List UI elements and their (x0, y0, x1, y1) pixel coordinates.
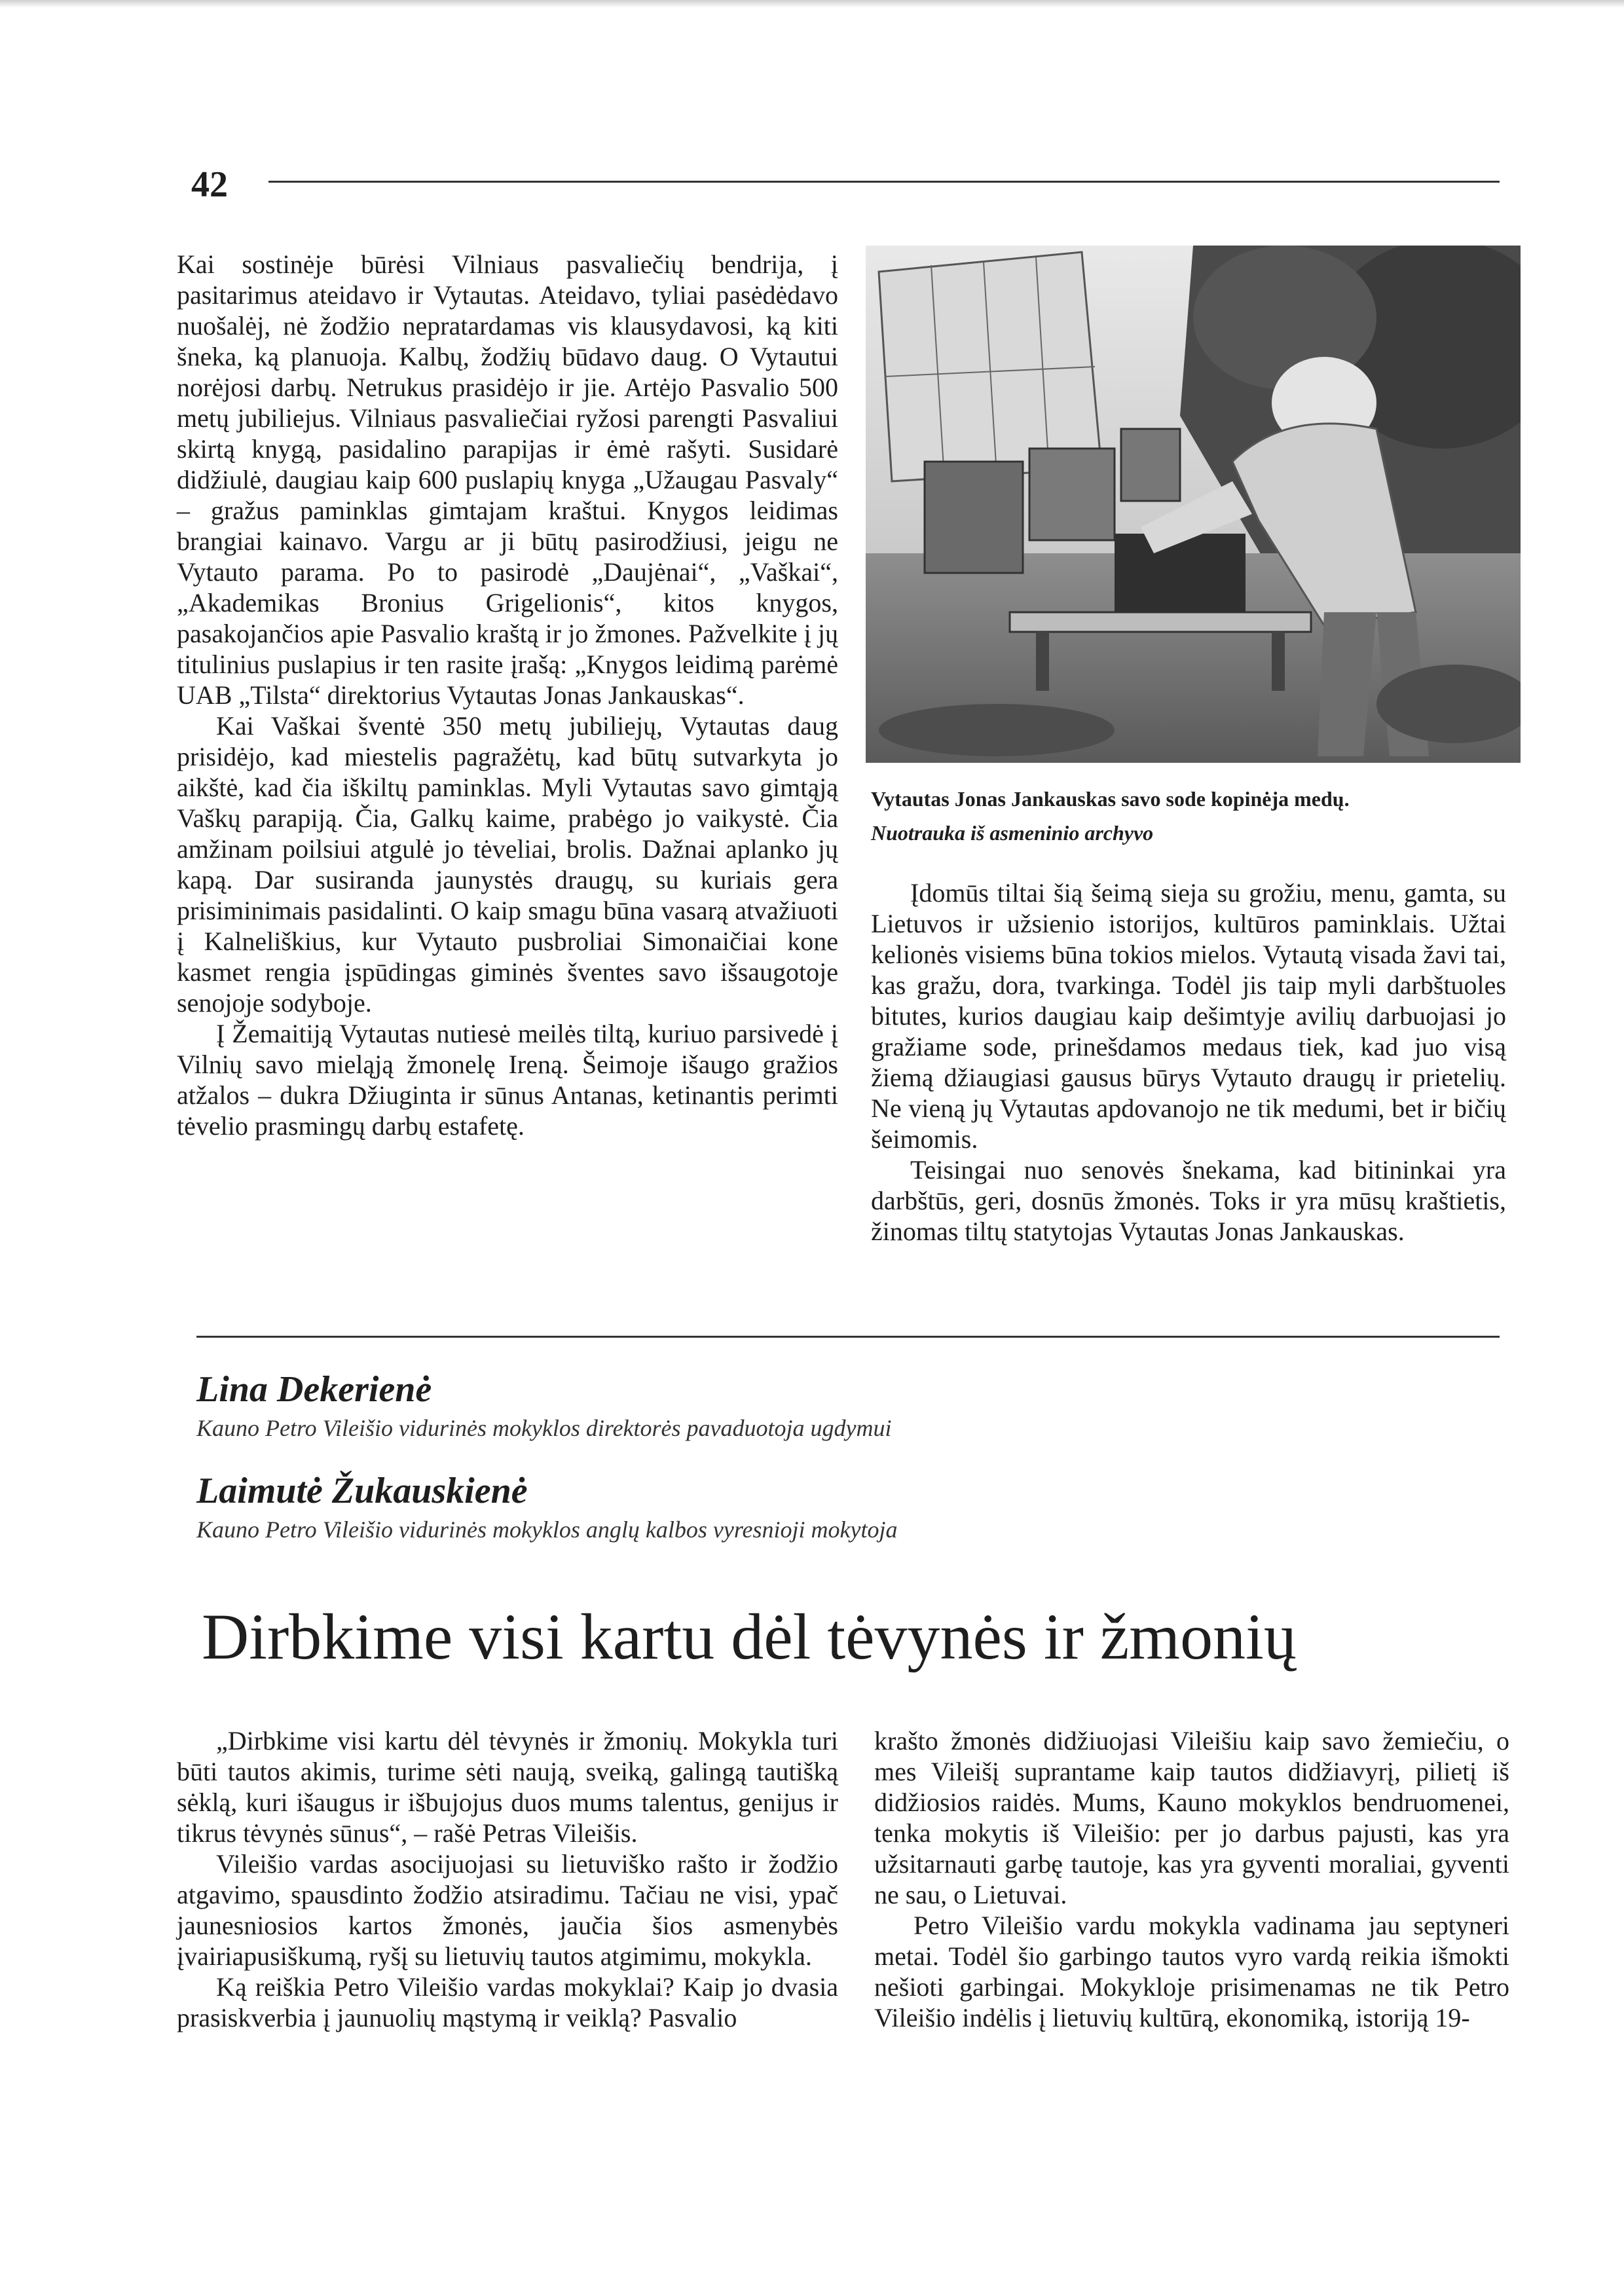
paragraph: Vileišio vardas asocijuojasi su lietuviško rašto ir žodžio atgavimo, spausdinto žodžio atsiradimu. Tačiau ne visi, ypač jaunesniosios kartos žmonės, jaučia šios asmenybės įvairiapusiškumą, ryšį su lietuvių tautos atgimimu, mokykla. (177, 1849, 838, 1971)
author-role: Kauno Petro Vileišio vidurinės mokyklos anglų kalbos vyresnioji mokytoja (196, 1516, 898, 1543)
author-role: Kauno Petro Vileišio vidurinės mokyklos direktorės pavaduotoja ugdymui (196, 1415, 892, 1441)
paragraph: Į Žemaitiją Vytautas nutiesė meilės tiltą, kuriuo parsivedė į Vilnių savo mieląją žmonelę Ireną. Šeimoje išaugo gražios atžalos – dukra Džiuginta ir sūnus Antanas, ketinantis perimti tėvelio prasmingų darbų estafetę. (177, 1019, 838, 1141)
section-divider (196, 1336, 1500, 1338)
top-article-right-column (871, 877, 1506, 1247)
header-rule (268, 181, 1500, 183)
paragraph: Įdomūs tiltai šią šeimą sieja su grožiu, menu, gamta, su Lietuvos ir užsienio istorijos, kultūros paminklais. Užtai kelionės visiems būna tokios mielos. Vytautą visada žavi tai, kas gražu, dora, tvarkinga. Todėl jis taip myli darbštuoles bitutes, kurios daugiau kaip dešimtyje avilių darbuojasi jo gražiame sode, prinešdamos medaus tiek, kad juo visą žiemą džiaugiasi gausus būrys Vytauto draugų ir prietelių. Ne vieną jų Vytautas apdovanojo ne tik medumi, bet ir bičių šeimomis. (871, 878, 1506, 1154)
author-name: Laimutė Žukauskienė (196, 1471, 528, 1511)
second-article-right-column (874, 1725, 1509, 2033)
photo-credit: Nuotrauka iš asmeninio archyvo (871, 821, 1154, 845)
paragraph: Teisingai nuo senovės šnekama, kad bitininkai yra darbštūs, geri, dosnūs žmonės. Toks ir yra mūsų kraštietis, žinomas tiltų statytojas Vytautas Jonas Jankauskas. (871, 1155, 1506, 1246)
top-article-left-column (177, 249, 838, 1141)
paragraph: Ką reiškia Petro Vileišio vardas mokyklai? Kaip jo dvasia prasiskverbia į jaunuolių mąstymą ir veiklą? Pasvalio (177, 1972, 838, 2032)
paragraph: krašto žmonės didžiuojasi Vileišiu kaip savo žemiečiu, o mes Vileišį suprantame kaip tautos didžiavyrį, pilietį iš didžiosios raidės. Mums, Kauno mokyklos bendruomenei, tenka mokytis iš Vileišio: per jo darbus pajusti, kas yra užsitarnauti garbę tautoje, kas yra gyventi moraliai, gyventi ne sau, o Lietuvai. (874, 1726, 1509, 1909)
second-article-left-column (177, 1725, 838, 2033)
page-number: 42 (191, 164, 228, 205)
photo-caption: Vytautas Jonas Jankauskas savo sode kopinėja medų. (871, 787, 1350, 811)
paragraph: „Dirbkime visi kartu dėl tėvynės ir žmonių. Mokykla turi būti tautos akimis, turime sėti naują, sveiką, galingą tautišką sėklą, kuri išaugus ir išbujojus duos mums talentus, genijus ir tikrus tėvynės sūnus“, – rašė Petras Vileišis. (177, 1726, 838, 1848)
paragraph: Kai sostinėje būrėsi Vilniaus pasvaliečių bendrija, į pasitarimus ateidavo ir Vytautas. Ateidavo, tyliai pasėdėdavo nuošalėj, nė žodžio nepratardamas vis klausydavosi, ką kiti šneka, ką planuoja. Kalbų, žodžių būdavo daug. O Vytautui norėjosi darbų. Netrukus prasidėjo ir jie. Artėjo Pasvalio 500 metų jubiliejus. Vilniaus pasvaliečiai ryžosi parengti Pasvaliui skirtą knygą, pasidalino parapijas ir ėmė rašyti. Susidarė didžiulė, daugiau kaip 600 puslapių knyga „Užaugau Pasvaly“ – gražus paminklas gimtajam kraštui. Knygos leidimas brangiai kainavo. Vargu ar ji būtų pasirodžiusi, jeigu ne Vytauto parama. Po to pasirodė „Daujėnai“, „Vaškai“, „Akademikas Bronius Grigelionis“, kitos knygos, pasakojančios apie Pasvalio kraštą ir jo žmones. Pažvelkite į jų titulinius puslapius ir ten rasite įrašą: „Knygos leidimą parėmė UAB „Tilsta“ direktorius Vytautas Jonas Jankauskas“. (177, 249, 838, 710)
author-name: Lina Dekerienė (196, 1369, 432, 1410)
scan-edge (0, 0, 1624, 8)
article-title: Dirbkime visi kartu dėl tėvynės ir žmonių (202, 1600, 1297, 1673)
paragraph: Petro Vileišio vardu mokykla vadinama jau septyneri metai. Todėl šio garbingo tautos vyro vardą reikia išmokti nešioti garbingai. Mokykloje prisimenamas ne tik Petro Vileišio indėlis į lietuvių kultūrą, ekonomiką, istoriją 19- (874, 1911, 1509, 2032)
paragraph: Kai Vaškai šventė 350 metų jubiliejų, Vytautas daug prisidėjo, kad miestelis pagražėtų, kad būtų sutvarkyta jo aikštė, kad čia iškiltų paminklas. Myli Vytautas savo gimtąją Vaškų parapiją. Čia, Galkų kaime, prabėgo jo vaikystė. Čia amžinam poilsiui atgulė jo tėveliai, brolis. Dažnai aplanko jų kapą. Dar susiranda jaunystės draugų, su kuriais gera prisiminimais pasidalinti. O kaip smagu būna vasarą atvažiuoti į Kalneliškius, kur Vytauto pusbroliai Simonaičiai kone kasmet rengia įspūdingas giminės šventes savo išsaugotoje senojoje sodyboje. (177, 711, 838, 1018)
beekeeper-photo (866, 246, 1521, 763)
